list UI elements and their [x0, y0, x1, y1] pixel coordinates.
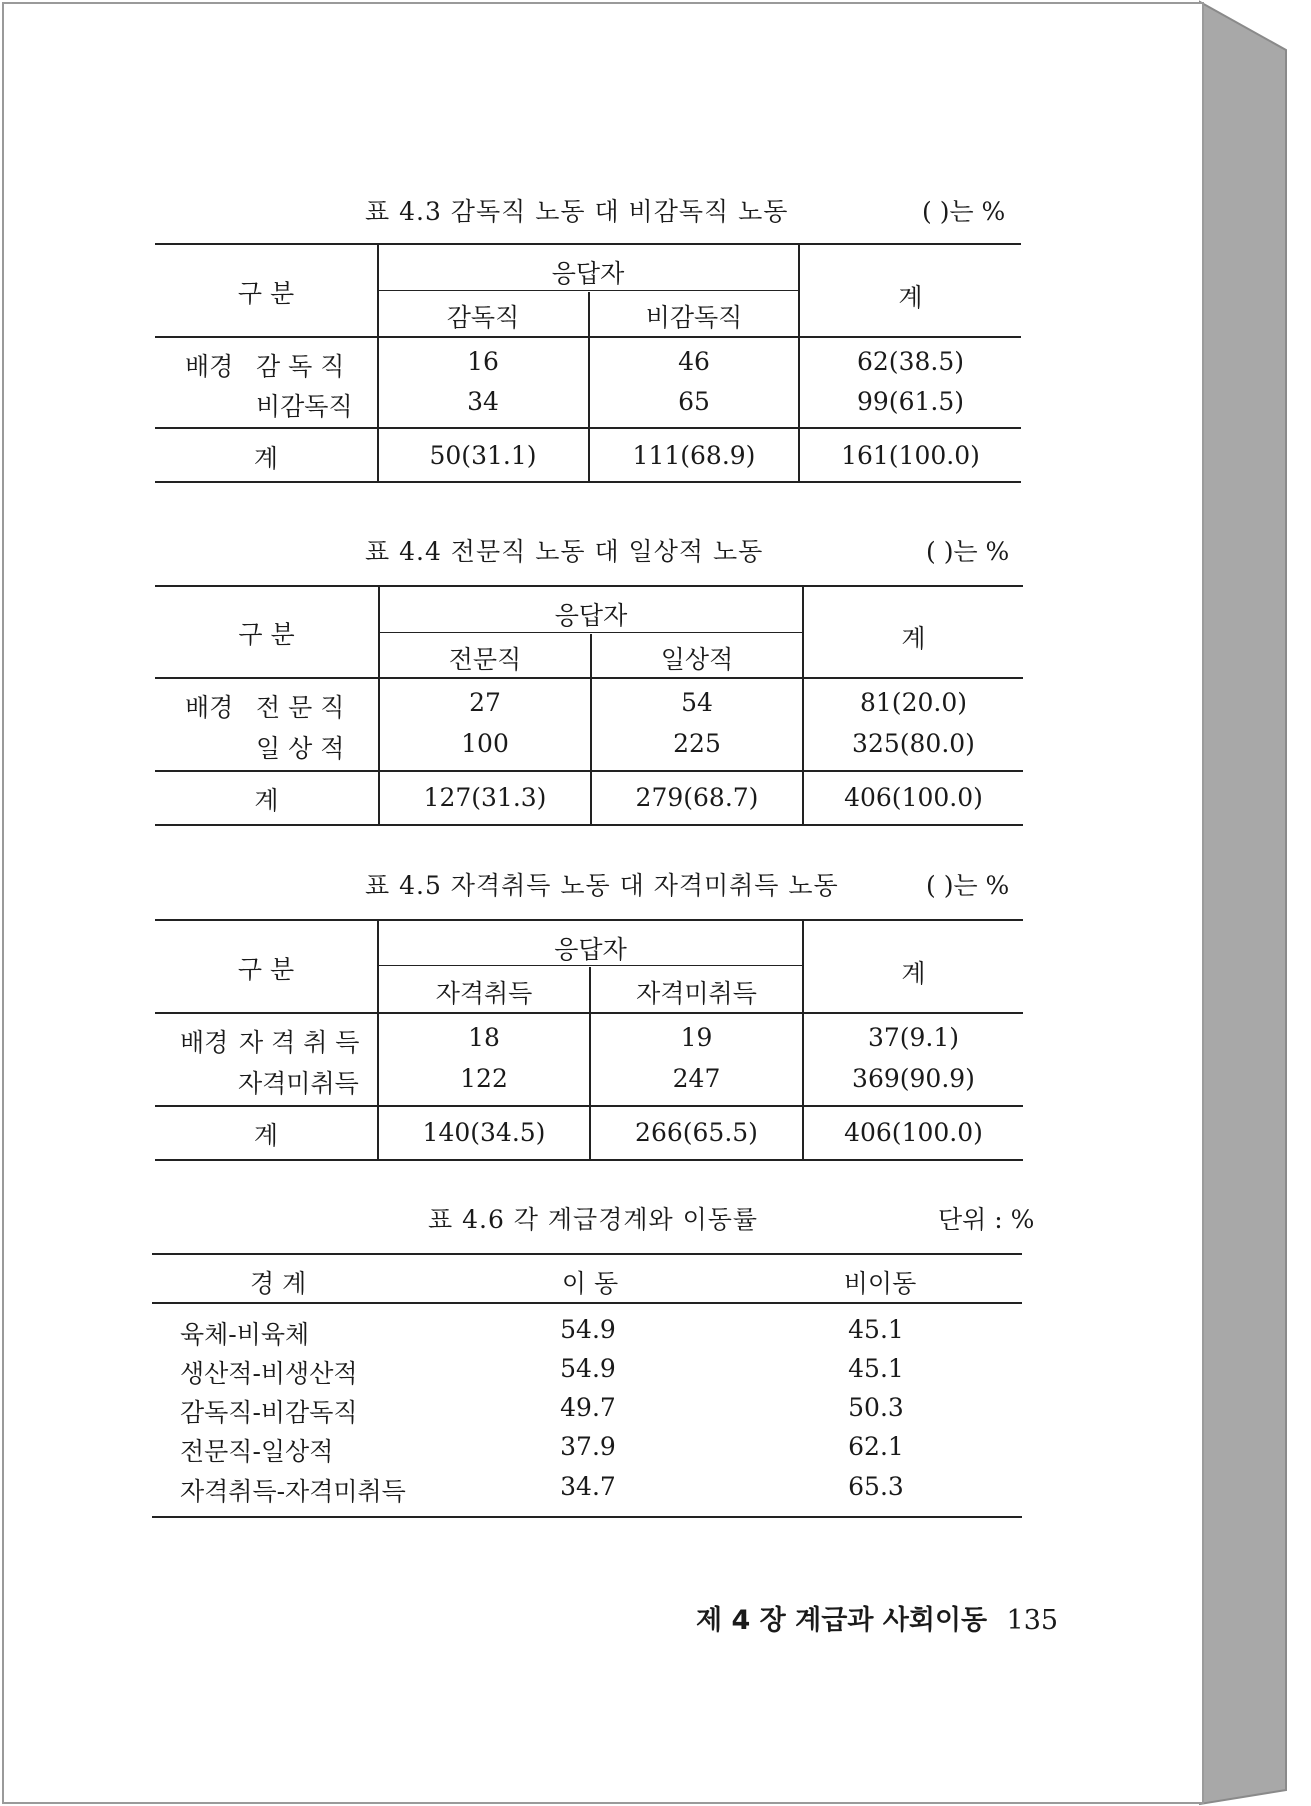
- column-header: 일상적: [660, 645, 734, 674]
- table-cell: 54.9: [560, 1315, 616, 1344]
- column-header: 감독직: [446, 303, 520, 332]
- header-category: 구 분: [238, 620, 295, 649]
- column-header: 비이동: [843, 1269, 917, 1298]
- row-group-label: 배경: [185, 693, 234, 722]
- table-unit: ( )는 %: [926, 871, 1010, 900]
- table-cell: 247: [672, 1064, 721, 1093]
- row-label: 자 격 취 득: [239, 1028, 360, 1057]
- table-cell: 127(31.3): [423, 783, 547, 812]
- column-header: 자격미취득: [636, 979, 757, 1008]
- header-respondent: 응답자: [551, 259, 625, 288]
- table-cell: 62(38.5): [857, 347, 964, 376]
- table-cell: 122: [460, 1064, 508, 1093]
- header-category: 구 분: [237, 955, 295, 984]
- total-label: 계: [254, 786, 279, 815]
- table-cell: 325(80.0): [852, 729, 975, 758]
- table-caption: 표 4.3 감독직 노동 대 비감독직 노동: [365, 197, 789, 226]
- row-label: 비감독직: [256, 392, 353, 421]
- row-label: 일 상 적: [256, 734, 345, 763]
- table-cell: 50(31.1): [429, 441, 537, 470]
- table-cell: 45.1: [848, 1315, 904, 1344]
- table-cell: 45.1: [848, 1354, 904, 1383]
- table-cell: 369(90.9): [852, 1064, 975, 1093]
- table-cell: 81(20.0): [860, 688, 967, 717]
- chapter-title: 제 4 장 계급과 사회이동: [696, 1605, 988, 1636]
- table-cell: 62.1: [848, 1432, 904, 1461]
- header-total: 계: [901, 624, 926, 653]
- table-cell: 140(34.5): [422, 1118, 546, 1147]
- table-cell: 49.7: [560, 1393, 616, 1422]
- column-header: 전문직: [448, 645, 522, 674]
- header-category: 구 분: [237, 279, 295, 308]
- header-respondent: 응답자: [554, 935, 627, 964]
- table-unit: ( )는 %: [922, 197, 1006, 226]
- table-cell: 50.3: [848, 1393, 904, 1422]
- table-cell: 54: [681, 688, 713, 717]
- boundary-label: 전문직-일상적: [180, 1437, 334, 1466]
- table-cell: 266(65.5): [635, 1118, 758, 1147]
- row-label: 자격미취득: [238, 1069, 359, 1098]
- boundary-label: 자격취득-자격미취득: [180, 1477, 406, 1506]
- row-group-label: 배경: [185, 352, 234, 381]
- table-cell: 27: [469, 688, 501, 717]
- boundary-label: 생산적-비생산적: [180, 1359, 358, 1388]
- row-label: 감 독 직: [256, 352, 345, 381]
- table-cell: 34.7: [560, 1472, 616, 1501]
- page-number: 135: [1006, 1605, 1059, 1636]
- page-footer: [696, 1598, 1058, 1637]
- header-total: 계: [901, 959, 926, 988]
- table-cell: 37(9.1): [867, 1023, 960, 1052]
- column-header: 이 동: [561, 1269, 619, 1298]
- column-header: 자격취득: [435, 979, 533, 1008]
- table-cell: 54.9: [560, 1354, 616, 1383]
- boundary-label: 육체-비육체: [180, 1320, 310, 1349]
- table-cell: 99(61.5): [857, 387, 964, 416]
- header-respondent: 응답자: [554, 601, 628, 630]
- table-cell: 161(100.0): [841, 441, 980, 470]
- table-caption: 표 4.6 각 계급경계와 이동률: [428, 1205, 759, 1234]
- table-cell: 100: [461, 729, 509, 758]
- row-label: 전 문 직: [256, 693, 345, 722]
- table-cell: 65.3: [848, 1472, 904, 1501]
- table-cell: 406(100.0): [844, 783, 983, 812]
- table-cell: 34: [467, 387, 499, 416]
- table-unit: 단위 : %: [938, 1205, 1035, 1234]
- table-caption: 표 4.5 자격취득 노동 대 자격미취득 노동: [365, 871, 839, 900]
- header-total: 계: [898, 283, 923, 312]
- table-cell: 46: [678, 347, 710, 376]
- table-cell: 37.9: [560, 1432, 616, 1461]
- table-cell: 225: [673, 729, 721, 758]
- boundary-label: 감독직-비감독직: [180, 1398, 358, 1427]
- column-header: 경 계: [250, 1269, 307, 1298]
- table-caption: 표 4.4 전문직 노동 대 일상적 노동: [365, 537, 764, 566]
- table-cell: 111(68.9): [632, 441, 756, 470]
- table-cell: 406(100.0): [844, 1118, 983, 1147]
- table-unit: ( )는 %: [926, 537, 1010, 566]
- table-cell: 16: [467, 347, 499, 376]
- table-cell: 65: [678, 387, 710, 416]
- column-header: 비감독직: [645, 303, 743, 332]
- table-cell: 19: [680, 1023, 713, 1052]
- row-group-label: 배경: [180, 1028, 229, 1057]
- table-cell: 18: [468, 1023, 500, 1052]
- table-cell: 279(68.7): [635, 783, 759, 812]
- total-label: 계: [253, 1121, 279, 1150]
- total-label: 계: [253, 444, 279, 473]
